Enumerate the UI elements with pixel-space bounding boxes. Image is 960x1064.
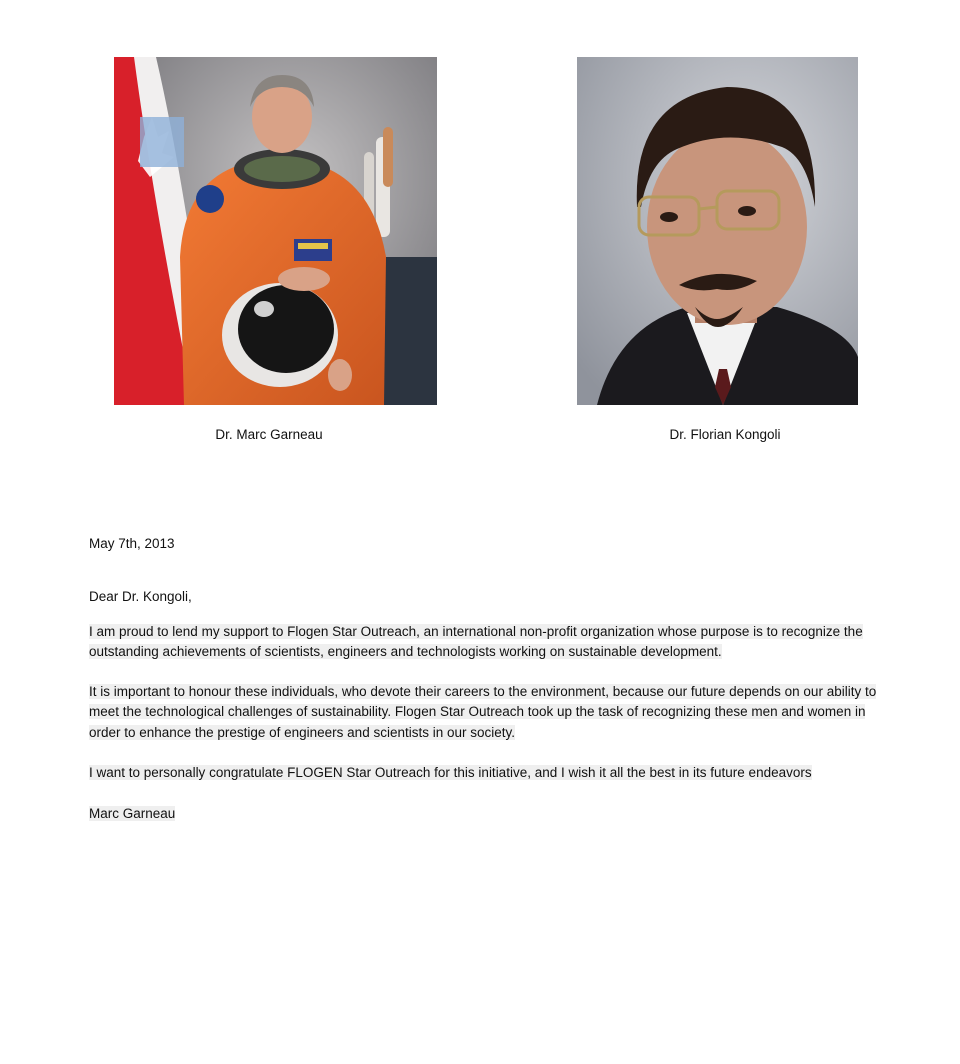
letter-salutation: Dear Dr. Kongoli, [89, 589, 192, 604]
paragraph-text: I am proud to lend my support to Flogen Star Outreach, an international non-profit organization whose purpose is to recognize the outstanding achievements of scientists, engineers and technologists working on sustainable development. [89, 624, 863, 660]
signature-text: Marc Garneau [89, 806, 176, 821]
letter-paragraph [89, 682, 879, 743]
letter-paragraph [89, 763, 879, 783]
astronaut-portrait-photo [114, 57, 437, 405]
photo-caption-left: Dr. Marc Garneau [215, 427, 323, 442]
letter-date: May 7th, 2013 [89, 536, 175, 551]
kongoli-portrait-photo [577, 57, 858, 405]
paragraph-text: It is important to honour these individuals, who devote their careers to the environment, because our future depends on our ability to meet the technological challenges of sustainability. Flogen Star Outreach took up the task of recognizing these men and women in order to enhance the prestige of engineers and scientists in our society. [89, 684, 877, 740]
photo-caption-right: Dr. Florian Kongoli [669, 427, 781, 442]
letter-signature [89, 804, 879, 824]
letter-paragraph [89, 622, 879, 663]
paragraph-text: I want to personally congratulate FLOGEN Star Outreach for this initiative, and I wish it all the best in its future endeavors [89, 765, 812, 780]
